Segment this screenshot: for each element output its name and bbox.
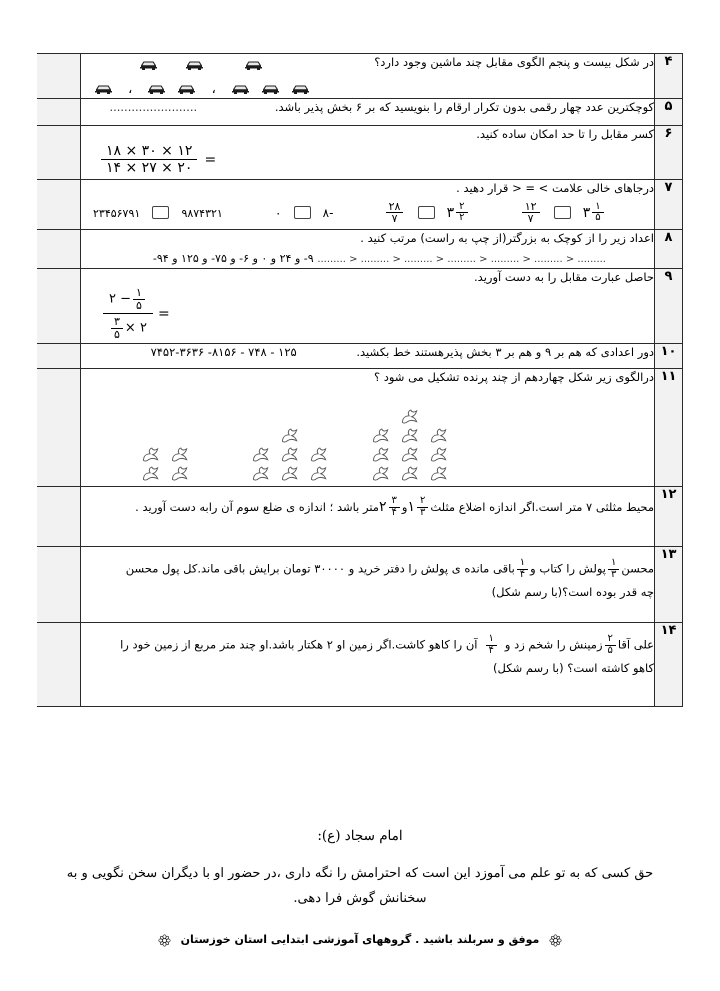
- equals-sign: =: [158, 305, 170, 322]
- flower-icon: [549, 934, 562, 947]
- row-content: [81, 343, 655, 368]
- question-text: [81, 344, 654, 362]
- fraction-denominator: ۵: [592, 212, 603, 224]
- row-number: ۱۲: [655, 487, 683, 547]
- margin-column: [37, 229, 81, 268]
- comparison-item-2: [384, 201, 470, 225]
- question-part-3: آن را کاهو کاشت.اگر زمین او ۲ هکتار باشد.او چند متر مربع از زمین خود را: [120, 637, 478, 652]
- table-row: [37, 487, 683, 547]
- margin-column: [37, 487, 81, 547]
- mixed-whole: ۲: [378, 498, 387, 515]
- fraction-denominator: ۷: [522, 212, 540, 225]
- table-row: [37, 547, 683, 623]
- table-row: [37, 54, 683, 99]
- row-number: ۱۰: [655, 343, 683, 368]
- bird-row: [369, 446, 451, 465]
- ordering-blanks[interactable]: ......... < ......... < ......... < ......... < ......... < ......... < .........: [317, 253, 606, 265]
- comparison-row: [81, 198, 654, 229]
- fraction-1: [608, 558, 619, 580]
- question-part-1: علی آقا: [617, 637, 654, 652]
- row-content: [81, 268, 655, 343]
- fraction-numerator: ۲: [459, 200, 465, 212]
- car-pattern-line-2: [81, 79, 654, 98]
- car-icon: [94, 83, 113, 95]
- ordering-numbers: ۹- و ۲۴ و ۰ و ۶- و ۷۵- و ۱۲۵ و ۹۴-: [152, 251, 314, 265]
- comparison-left: ۰: [275, 206, 282, 221]
- question-part-3: باقی مانده ی پولش را دفتر خرید و ۳۰۰۰۰ تومان برایش باقی ماند.کل پول محسن: [125, 561, 515, 576]
- bird-icon: [141, 465, 161, 484]
- bird-icon: [141, 446, 161, 465]
- car-icon: [147, 83, 166, 95]
- table-row: [37, 125, 683, 179]
- margin-column: [37, 547, 81, 623]
- complex-fraction-expression: [81, 284, 654, 342]
- denominator-multiplier: × ۲: [124, 320, 147, 336]
- comparison-box[interactable]: [294, 206, 311, 219]
- question-part-1: محیط مثلثی ۷ متر است.اگر اندازه اضلاع مثلث: [430, 500, 654, 515]
- question-text: [81, 634, 654, 656]
- separator: ،: [211, 81, 216, 97]
- bird-icon: [400, 408, 420, 427]
- question-part-1: محسن: [621, 561, 654, 576]
- car-icon: [177, 83, 196, 95]
- bird-icon: [429, 427, 449, 446]
- table-row: [37, 268, 683, 343]
- mixed-number-2: [379, 496, 402, 519]
- row-content: [81, 54, 655, 99]
- bird-icon: [280, 465, 300, 484]
- question-text: در شکل بیست و پنجم الگوی مقابل چند ماشین وجود دارد؟: [374, 55, 654, 69]
- comparison-item-4: [93, 202, 223, 221]
- question-part-2: پولش را کتاب و: [530, 561, 607, 576]
- row-number: ۶: [655, 125, 683, 179]
- row-number: ۱۴: [655, 623, 683, 707]
- fraction-numerator: ۱: [519, 557, 526, 569]
- fraction-left: [522, 201, 540, 225]
- bird-icon: [371, 465, 391, 484]
- bird-icon: [170, 446, 190, 465]
- bird-icon: [371, 446, 391, 465]
- row-number: ۹: [655, 268, 683, 343]
- car-icon: [261, 83, 280, 95]
- fraction-denominator: ۱۴ × ۲۷ × ۲۰: [101, 159, 197, 177]
- table-row: [37, 180, 683, 230]
- questions-table: [37, 53, 683, 707]
- fraction-numerator: ۱۲: [524, 199, 537, 213]
- bird-icon: [400, 446, 420, 465]
- fraction-numerator: ۱: [611, 557, 617, 569]
- bird-icon: [400, 427, 420, 446]
- margin-column: [37, 98, 81, 125]
- bird-icon: [251, 465, 271, 484]
- bird-group-shape-1: [139, 446, 192, 484]
- fraction-denominator: ۴: [486, 645, 497, 657]
- question-part-2: زمینش را شخم زد و: [504, 637, 603, 652]
- row-number: ۱۱: [655, 368, 683, 487]
- fraction-denominator: ۴: [517, 569, 528, 581]
- comparison-left: ۲۳۴۵۶۷۹۱: [93, 207, 141, 221]
- fraction-denominator: ۴: [389, 507, 400, 519]
- answer-blank[interactable]: ........................: [109, 99, 198, 114]
- bird-icon: [251, 446, 271, 465]
- margin-column: [37, 54, 81, 99]
- fraction-2: [486, 634, 497, 656]
- table-row: [37, 229, 683, 268]
- margin-column: [37, 180, 81, 230]
- row-number: ۱۳: [655, 547, 683, 623]
- bird-icon: [309, 446, 329, 465]
- fraction-1: [605, 634, 616, 656]
- fraction-numerator: ۱: [136, 286, 142, 300]
- question-text: درجاهای خالی علامت > = < قرار دهید .: [456, 181, 654, 195]
- question-part-3: متر باشد ؛ اندازه ی ضلع سوم آن رابه دست آورید .: [135, 500, 379, 515]
- table-row: [37, 343, 683, 368]
- car-icon: [185, 59, 204, 71]
- mixed-number-1: [407, 496, 430, 519]
- margin-column: [37, 343, 81, 368]
- fraction-denominator: ۵: [111, 328, 123, 341]
- separator: ،: [128, 81, 133, 97]
- fraction-denominator: ۳: [608, 569, 619, 581]
- fraction-denominator: ۵: [133, 299, 145, 312]
- bird-pattern: [81, 386, 654, 486]
- fraction-left: [386, 201, 404, 225]
- question-label: کوچکترین عدد چهار رقمی بدون تکرار ارقام را بنویسید که بر ۶ بخش پذیر باشد.: [274, 99, 654, 114]
- fraction-numerator: ۱: [595, 200, 601, 212]
- comparison-right: ۹۸۷۴۳۲۱: [181, 207, 223, 221]
- question-line-2: کاهو کاشته است؟ (با رسم شکل): [493, 661, 654, 676]
- complex-numerator: [103, 287, 153, 313]
- fraction-numerator: ۲۸: [388, 199, 401, 213]
- question-text: حاصل عبارت مقابل را به دست آورید.: [474, 269, 654, 284]
- row-content: [81, 487, 655, 547]
- divisibility-numbers[interactable]: ۱۲۵ - ۷۴۸ - ۸۱۵۶- ۳۶۳۶-۷۴۵۲: [150, 344, 297, 359]
- numerator-whole: ۲ −: [109, 291, 132, 307]
- question-text: [81, 99, 654, 117]
- row-content: [81, 98, 655, 125]
- row-number: ۴: [655, 54, 683, 99]
- complex-denominator: [103, 313, 153, 340]
- ordering-line: [81, 250, 654, 268]
- comparison-right: ۸-: [322, 206, 334, 221]
- bird-row: [139, 465, 192, 484]
- bird-icon: [429, 465, 449, 484]
- question-text: اعداد زیر را از کوچک به بزرگتر(از چپ به راست) مرتب کنید .: [360, 230, 654, 245]
- fraction-denominator: ۷: [386, 212, 404, 225]
- fraction-numerator: ۱۸ × ۳۰ × ۱۲: [106, 142, 193, 159]
- row-number: ۵: [655, 98, 683, 125]
- mixed-number-right: [447, 202, 470, 224]
- hadith-quote: حق کسی که به تو علم می آموزد این است که احترامش را نگه داری ،در حضور او با دیگران سخن نگویی و به سخنانش گوش فرا دهی.: [66, 866, 654, 906]
- row-content: [81, 125, 655, 179]
- fraction-expression: [81, 140, 654, 179]
- bird-group-shape-2: [249, 427, 331, 484]
- bird-icon: [371, 427, 391, 446]
- question-text: درالگوی زیر شکل چهاردهم از چند پرنده تشکیل می شود ؟: [373, 369, 654, 384]
- fraction-2: [517, 558, 528, 580]
- car-icon: [139, 59, 158, 71]
- bird-row: [249, 446, 331, 465]
- bird-icon: [309, 465, 329, 484]
- bird-icon: [429, 446, 449, 465]
- question-line-2: چه قدر بوده است؟(با رسم شکل): [491, 585, 654, 600]
- row-content: [81, 547, 655, 623]
- comparison-box[interactable]: [554, 206, 571, 219]
- row-content: [81, 180, 655, 230]
- question-label: دور اعدادی که هم بر ۹ و هم بر ۳ بخش پذیرهستند خط بکشید.: [356, 344, 654, 359]
- car-icon: [244, 59, 263, 71]
- mixed-whole: ۳: [582, 204, 591, 221]
- comparison-item-1: [520, 201, 606, 225]
- bird-row: [369, 408, 451, 427]
- fraction-denominator: ۲: [456, 212, 467, 224]
- row-content: [81, 368, 655, 487]
- fraction-denominator: ۳: [417, 507, 428, 519]
- table-row: [37, 623, 683, 707]
- bird-icon: [400, 465, 420, 484]
- table-row: [37, 368, 683, 487]
- bird-icon: [170, 465, 190, 484]
- row-content: [81, 623, 655, 707]
- fraction-denominator: ۵: [605, 645, 616, 657]
- mixed-number-right: [583, 202, 606, 224]
- table-row: [37, 98, 683, 125]
- bird-icon: [280, 427, 300, 446]
- car-icon: [291, 83, 310, 95]
- fraction-numerator: ۲: [607, 633, 613, 645]
- margin-column: [37, 623, 81, 707]
- bird-row: [249, 427, 331, 446]
- bird-row: [139, 446, 192, 465]
- question-part-2: و: [401, 500, 408, 515]
- comparison-box[interactable]: [152, 206, 169, 219]
- row-number: ۷: [655, 180, 683, 230]
- bird-group-shape-3: [369, 408, 451, 484]
- bird-icon: [280, 446, 300, 465]
- question-text: [81, 558, 654, 580]
- signature-line: [37, 933, 683, 947]
- question-text: [81, 496, 654, 519]
- footer-section: [37, 828, 683, 947]
- imam-attribution: امام سجاد (ع):: [317, 828, 403, 844]
- margin-column: [37, 368, 81, 487]
- bird-row: [369, 427, 451, 446]
- mixed-whole: ۳: [446, 204, 455, 221]
- car-icon: [231, 83, 250, 95]
- bird-row: [249, 465, 331, 484]
- question-text: کسر مقابل را تا حد امکان ساده کنید.: [476, 126, 654, 141]
- fraction-numerator: ۲: [419, 495, 426, 507]
- comparison-item-3: [275, 202, 333, 221]
- margin-column: [37, 125, 81, 179]
- flower-icon: [158, 934, 171, 947]
- simplify-fraction: [101, 143, 197, 177]
- comparison-box[interactable]: [418, 206, 435, 219]
- row-content: [81, 229, 655, 268]
- bird-row: [369, 465, 451, 484]
- equals-sign: =: [204, 151, 217, 168]
- fraction-numerator: ۳: [391, 495, 397, 507]
- fraction-numerator: ۳: [114, 315, 120, 329]
- mixed-whole: ۱: [407, 498, 415, 515]
- margin-column: [37, 268, 81, 343]
- row-number: ۸: [655, 229, 683, 268]
- complex-fraction: [103, 287, 153, 340]
- signature-text: موفق و سربلند باشید . گروههای آموزشی ابتدایی استان خوزستان: [180, 933, 540, 947]
- fraction-numerator: ۱: [488, 633, 494, 645]
